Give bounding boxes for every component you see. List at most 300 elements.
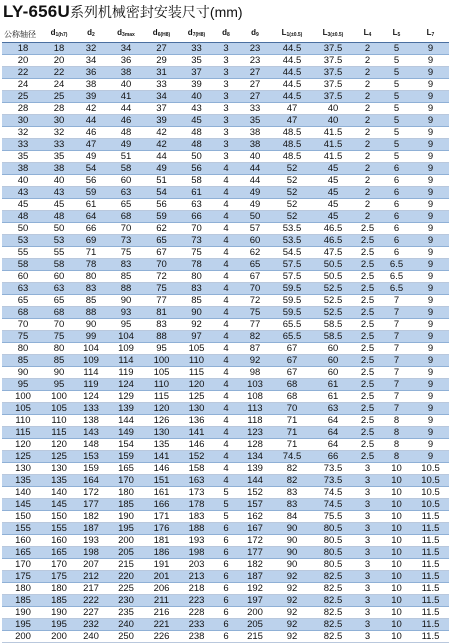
table-cell: 50.5 — [312, 259, 354, 271]
table-cell: 180 — [2, 583, 44, 595]
table-cell: 35 — [2, 151, 44, 163]
table-cell: 120 — [144, 403, 179, 415]
table-cell: 4 — [214, 223, 238, 235]
table-cell: 108 — [238, 391, 272, 403]
column-header-subscript: 5 — [397, 32, 401, 38]
table-cell: 75 — [179, 247, 214, 259]
table-cell: 40 — [2, 175, 44, 187]
column-header-label: d — [152, 28, 158, 37]
table-cell: 3 — [354, 583, 381, 595]
table-cell: 135 — [44, 475, 74, 487]
table-cell: 2.5 — [354, 355, 381, 367]
table-cell: 40 — [179, 91, 214, 103]
table-cell: 85 — [74, 295, 108, 307]
table-row — [2, 391, 449, 403]
table-cell: 31 — [144, 67, 179, 79]
table-cell: 141 — [179, 427, 214, 439]
table-cell: 83 — [272, 487, 312, 499]
table-cell: 83 — [272, 499, 312, 511]
table-cell: 4 — [214, 415, 238, 427]
column-header-label: d — [87, 28, 93, 37]
table-cell: 226 — [144, 631, 179, 643]
table-cell: 70 — [108, 223, 144, 235]
table-cell: 10 — [381, 511, 412, 523]
table-cell: 3 — [354, 463, 381, 475]
table-cell: 34 — [108, 43, 144, 55]
table-cell: 3 — [354, 619, 381, 631]
table-cell: 197 — [238, 595, 272, 607]
table-cell: 52.5 — [312, 307, 354, 319]
table-cell: 3 — [354, 535, 381, 547]
table-cell: 58 — [108, 163, 144, 175]
table-cell: 2 — [354, 139, 381, 151]
table-cell: 18 — [2, 43, 44, 55]
column-header — [238, 26, 272, 43]
table-cell: 186 — [144, 547, 179, 559]
column-header-subscript: 3(±0.5) — [327, 32, 344, 38]
table-cell: 9 — [412, 295, 449, 307]
table-cell: 9 — [412, 127, 449, 139]
column-header-label: L — [281, 28, 287, 37]
table-row — [2, 103, 449, 115]
table-cell: 60 — [2, 271, 44, 283]
table-cell: 80 — [44, 343, 74, 355]
table-cell: 65 — [238, 259, 272, 271]
table-cell: 88 — [144, 331, 179, 343]
table-row — [2, 67, 449, 79]
table-cell: 49 — [108, 139, 144, 151]
table-cell: 33 — [179, 43, 214, 55]
table-cell: 6 — [214, 535, 238, 547]
table-cell: 9 — [412, 403, 449, 415]
table-cell: 2 — [354, 115, 381, 127]
table-cell: 51 — [144, 175, 179, 187]
table-cell: 20 — [2, 55, 44, 67]
column-header — [272, 26, 312, 43]
table-cell: 4 — [214, 163, 238, 175]
table-cell: 175 — [44, 571, 74, 583]
table-cell: 6 — [214, 595, 238, 607]
table-cell: 83 — [179, 283, 214, 295]
column-header-subscript: 1(±0.5) — [286, 32, 303, 38]
table-cell: 43 — [44, 187, 74, 199]
table-cell: 45 — [312, 187, 354, 199]
table-cell: 124 — [108, 379, 144, 391]
table-cell: 44 — [108, 103, 144, 115]
table-cell: 9 — [412, 307, 449, 319]
table-cell: 172 — [74, 487, 108, 499]
table-cell: 63 — [108, 187, 144, 199]
table-cell: 43 — [2, 187, 44, 199]
table-cell: 9 — [412, 367, 449, 379]
table-cell: 206 — [144, 583, 179, 595]
table-cell: 2.5 — [354, 427, 381, 439]
table-cell: 3 — [354, 631, 381, 643]
title-text: 系列机械密封安装尺寸(mm) — [69, 4, 243, 20]
table-cell: 44 — [238, 175, 272, 187]
table-cell: 4 — [214, 439, 238, 451]
table-cell: 43 — [179, 103, 214, 115]
table-cell: 9 — [412, 55, 449, 67]
table-cell: 5 — [381, 43, 412, 55]
table-row — [2, 499, 449, 511]
table-cell: 64 — [312, 415, 354, 427]
table-cell: 170 — [44, 559, 74, 571]
table-cell: 81 — [144, 307, 179, 319]
table-cell: 68 — [2, 307, 44, 319]
table-cell: 47 — [74, 139, 108, 151]
table-cell: 24 — [44, 79, 74, 91]
table-cell: 40 — [108, 79, 144, 91]
table-cell: 178 — [179, 499, 214, 511]
table-cell: 145 — [44, 499, 74, 511]
table-cell: 10 — [381, 619, 412, 631]
table-row — [2, 151, 449, 163]
table-row — [2, 295, 449, 307]
table-cell: 92 — [179, 319, 214, 331]
table-cell: 6 — [214, 559, 238, 571]
table-cell: 200 — [2, 631, 44, 643]
table-cell: 158 — [179, 463, 214, 475]
table-cell: 90 — [74, 319, 108, 331]
table-cell: 250 — [108, 631, 144, 643]
table-cell: 90 — [272, 523, 312, 535]
table-cell: 134 — [238, 451, 272, 463]
table-cell: 3 — [354, 571, 381, 583]
table-cell: 3 — [214, 79, 238, 91]
table-cell: 11.5 — [412, 511, 449, 523]
table-cell: 2.5 — [354, 367, 381, 379]
table-row — [2, 247, 449, 259]
table-cell: 185 — [2, 595, 44, 607]
table-cell: 98 — [238, 367, 272, 379]
table-cell: 10 — [381, 559, 412, 571]
table-cell: 37.5 — [312, 91, 354, 103]
column-header-label: L — [426, 28, 432, 37]
table-cell: 135 — [144, 439, 179, 451]
table-cell: 4 — [214, 319, 238, 331]
table-cell: 37 — [144, 103, 179, 115]
table-cell: 92 — [238, 355, 272, 367]
table-cell: 240 — [74, 631, 108, 643]
table-cell: 139 — [238, 463, 272, 475]
table-cell: 39 — [144, 115, 179, 127]
table-cell: 223 — [179, 595, 214, 607]
table-cell: 188 — [179, 523, 214, 535]
table-cell: 133 — [74, 403, 108, 415]
table-cell: 10 — [381, 607, 412, 619]
table-cell: 9 — [412, 163, 449, 175]
table-cell: 75 — [108, 247, 144, 259]
table-cell: 80 — [74, 271, 108, 283]
table-cell: 27 — [238, 91, 272, 103]
table-cell: 70 — [144, 259, 179, 271]
table-cell: 92 — [272, 631, 312, 643]
table-cell: 10 — [381, 535, 412, 547]
table-cell: 71 — [272, 427, 312, 439]
table-cell: 6 — [214, 583, 238, 595]
table-cell: 4 — [214, 343, 238, 355]
table-cell: 65 — [44, 295, 74, 307]
table-cell: 3 — [214, 55, 238, 67]
table-cell: 46.5 — [312, 223, 354, 235]
table-cell: 9 — [412, 259, 449, 271]
table-cell: 228 — [179, 607, 214, 619]
table-row — [2, 319, 449, 331]
table-cell: 45 — [44, 199, 74, 211]
table-row — [2, 199, 449, 211]
table-cell: 3 — [354, 595, 381, 607]
table-cell: 44 — [238, 163, 272, 175]
table-cell: 11.5 — [412, 523, 449, 535]
table-row — [2, 427, 449, 439]
table-cell: 114 — [74, 367, 108, 379]
table-row — [2, 523, 449, 535]
table-cell: 240 — [108, 619, 144, 631]
table-cell: 63 — [2, 283, 44, 295]
table-cell: 90 — [272, 559, 312, 571]
table-cell: 5 — [381, 55, 412, 67]
table-row — [2, 343, 449, 355]
table-cell: 48.5 — [272, 139, 312, 151]
table-cell: 10 — [381, 571, 412, 583]
table-cell: 232 — [74, 619, 108, 631]
table-cell: 68 — [44, 307, 74, 319]
table-cell: 48 — [179, 139, 214, 151]
table-cell: 28 — [44, 103, 74, 115]
table-cell: 2 — [354, 127, 381, 139]
table-cell: 9 — [412, 379, 449, 391]
table-cell: 83 — [144, 319, 179, 331]
table-cell: 6 — [214, 619, 238, 631]
table-cell: 36 — [74, 67, 108, 79]
table-cell: 28 — [2, 103, 44, 115]
table-cell: 115 — [44, 427, 74, 439]
table-cell: 57 — [238, 223, 272, 235]
table-cell: 2.5 — [354, 307, 381, 319]
table-row — [2, 595, 449, 607]
table-cell: 4 — [214, 283, 238, 295]
table-cell: 60 — [312, 367, 354, 379]
table-cell: 3 — [214, 151, 238, 163]
table-row — [2, 367, 449, 379]
column-header — [412, 26, 449, 43]
table-cell: 7 — [381, 391, 412, 403]
table-row — [2, 331, 449, 343]
table-row — [2, 631, 449, 643]
table-cell: 10.5 — [412, 487, 449, 499]
table-cell: 118 — [238, 415, 272, 427]
table-cell: 6 — [214, 523, 238, 535]
table-cell: 44.5 — [272, 79, 312, 91]
table-cell: 11.5 — [412, 595, 449, 607]
table-cell: 180 — [108, 487, 144, 499]
table-cell: 109 — [74, 355, 108, 367]
table-cell: 2 — [354, 103, 381, 115]
table-cell: 165 — [2, 547, 44, 559]
table-row — [2, 379, 449, 391]
table-cell: 4 — [214, 379, 238, 391]
table-cell: 4 — [214, 235, 238, 247]
table-cell: 65 — [2, 295, 44, 307]
table-cell: 11.5 — [412, 583, 449, 595]
table-cell: 2.5 — [354, 415, 381, 427]
table-cell: 9 — [412, 175, 449, 187]
table-cell: 9 — [412, 43, 449, 55]
table-cell: 185 — [108, 499, 144, 511]
table-cell: 203 — [179, 559, 214, 571]
table-cell: 3 — [354, 559, 381, 571]
table-cell: 9 — [412, 223, 449, 235]
table-cell: 92 — [272, 619, 312, 631]
table-cell: 110 — [144, 379, 179, 391]
table-cell: 11.5 — [412, 547, 449, 559]
table-row — [2, 235, 449, 247]
table-row — [2, 187, 449, 199]
table-cell: 4 — [214, 355, 238, 367]
table-cell: 4 — [214, 391, 238, 403]
table-cell: 23 — [238, 43, 272, 55]
table-cell: 33 — [238, 103, 272, 115]
table-cell: 113 — [238, 403, 272, 415]
table-cell: 41.5 — [312, 139, 354, 151]
table-row — [2, 475, 449, 487]
table-cell: 59.5 — [272, 295, 312, 307]
table-cell: 65.5 — [272, 319, 312, 331]
table-cell: 90 — [272, 535, 312, 547]
table-cell: 3 — [354, 475, 381, 487]
table-cell: 211 — [144, 595, 179, 607]
table-cell: 2 — [354, 151, 381, 163]
table-cell: 23 — [238, 55, 272, 67]
table-cell: 9 — [412, 139, 449, 151]
table-cell: 25 — [2, 91, 44, 103]
column-header-subscript: 7 — [431, 32, 435, 38]
table-cell: 165 — [44, 547, 74, 559]
table-cell: 164 — [74, 475, 108, 487]
table-cell: 215 — [108, 559, 144, 571]
table-cell: 110 — [179, 355, 214, 367]
column-header — [381, 26, 412, 43]
table-cell: 9 — [412, 427, 449, 439]
table-cell: 77 — [144, 295, 179, 307]
table-cell: 136 — [179, 415, 214, 427]
table-cell: 50 — [44, 223, 74, 235]
table-cell: 60 — [312, 355, 354, 367]
table-cell: 124 — [74, 391, 108, 403]
column-header — [179, 26, 214, 43]
table-cell: 218 — [179, 583, 214, 595]
table-cell: 201 — [144, 571, 179, 583]
table-cell: 4 — [214, 307, 238, 319]
table-cell: 78 — [179, 259, 214, 271]
table-cell: 130 — [144, 427, 179, 439]
table-cell: 6 — [381, 163, 412, 175]
table-cell: 4 — [214, 427, 238, 439]
table-cell: 48.5 — [272, 151, 312, 163]
table-cell: 150 — [44, 511, 74, 523]
table-cell: 230 — [108, 595, 144, 607]
table-cell: 71 — [272, 415, 312, 427]
table-cell: 9 — [412, 355, 449, 367]
table-cell: 54 — [74, 163, 108, 175]
dimensions-table — [2, 26, 449, 643]
table-cell: 47.5 — [312, 247, 354, 259]
table-cell: 67 — [238, 271, 272, 283]
table-row — [2, 355, 449, 367]
table-cell: 4 — [214, 451, 238, 463]
table-cell: 238 — [179, 631, 214, 643]
table-cell: 3 — [214, 115, 238, 127]
table-cell: 52 — [272, 211, 312, 223]
table-row — [2, 571, 449, 583]
table-cell: 85 — [44, 355, 74, 367]
table-row — [2, 163, 449, 175]
table-cell: 88 — [74, 307, 108, 319]
table-cell: 6 — [381, 199, 412, 211]
table-cell: 60 — [312, 343, 354, 355]
table-cell: 163 — [179, 475, 214, 487]
table-cell: 130 — [2, 463, 44, 475]
table-cell: 56 — [179, 163, 214, 175]
table-cell: 11.5 — [412, 559, 449, 571]
table-cell: 6 — [214, 631, 238, 643]
table-cell: 27 — [238, 67, 272, 79]
table-cell: 198 — [74, 547, 108, 559]
table-cell: 160 — [44, 535, 74, 547]
table-cell: 32 — [74, 43, 108, 55]
table-cell: 77 — [238, 319, 272, 331]
table-cell: 109 — [108, 343, 144, 355]
table-cell: 34 — [144, 91, 179, 103]
table-cell: 193 — [179, 535, 214, 547]
table-cell: 48.5 — [272, 127, 312, 139]
table-row — [2, 259, 449, 271]
table-cell: 115 — [179, 367, 214, 379]
table-cell: 49 — [238, 187, 272, 199]
table-cell: 4 — [214, 295, 238, 307]
table-cell: 71 — [272, 439, 312, 451]
table-cell: 10.5 — [412, 463, 449, 475]
table-cell: 5 — [381, 79, 412, 91]
table-cell: 5 — [381, 151, 412, 163]
table-cell: 18 — [44, 43, 74, 55]
table-cell: 95 — [2, 379, 44, 391]
table-cell: 37.5 — [312, 67, 354, 79]
table-cell: 6 — [381, 247, 412, 259]
table-row — [2, 43, 449, 55]
table-cell: 2 — [354, 163, 381, 175]
table-row — [2, 439, 449, 451]
table-row — [2, 79, 449, 91]
column-header-label: L — [363, 28, 369, 37]
table-cell: 27 — [238, 79, 272, 91]
table-cell: 34 — [74, 55, 108, 67]
table-row — [2, 403, 449, 415]
table-cell: 38 — [238, 139, 272, 151]
column-header-label: d — [187, 28, 193, 37]
table-cell: 45 — [2, 199, 44, 211]
table-cell: 67 — [272, 355, 312, 367]
table-row — [2, 55, 449, 67]
table-cell: 71 — [74, 247, 108, 259]
table-cell: 120 — [2, 439, 44, 451]
table-cell: 9 — [412, 247, 449, 259]
table-cell: 6 — [214, 607, 238, 619]
table-cell: 221 — [144, 619, 179, 631]
table-cell: 75 — [2, 331, 44, 343]
table-cell: 67 — [272, 367, 312, 379]
